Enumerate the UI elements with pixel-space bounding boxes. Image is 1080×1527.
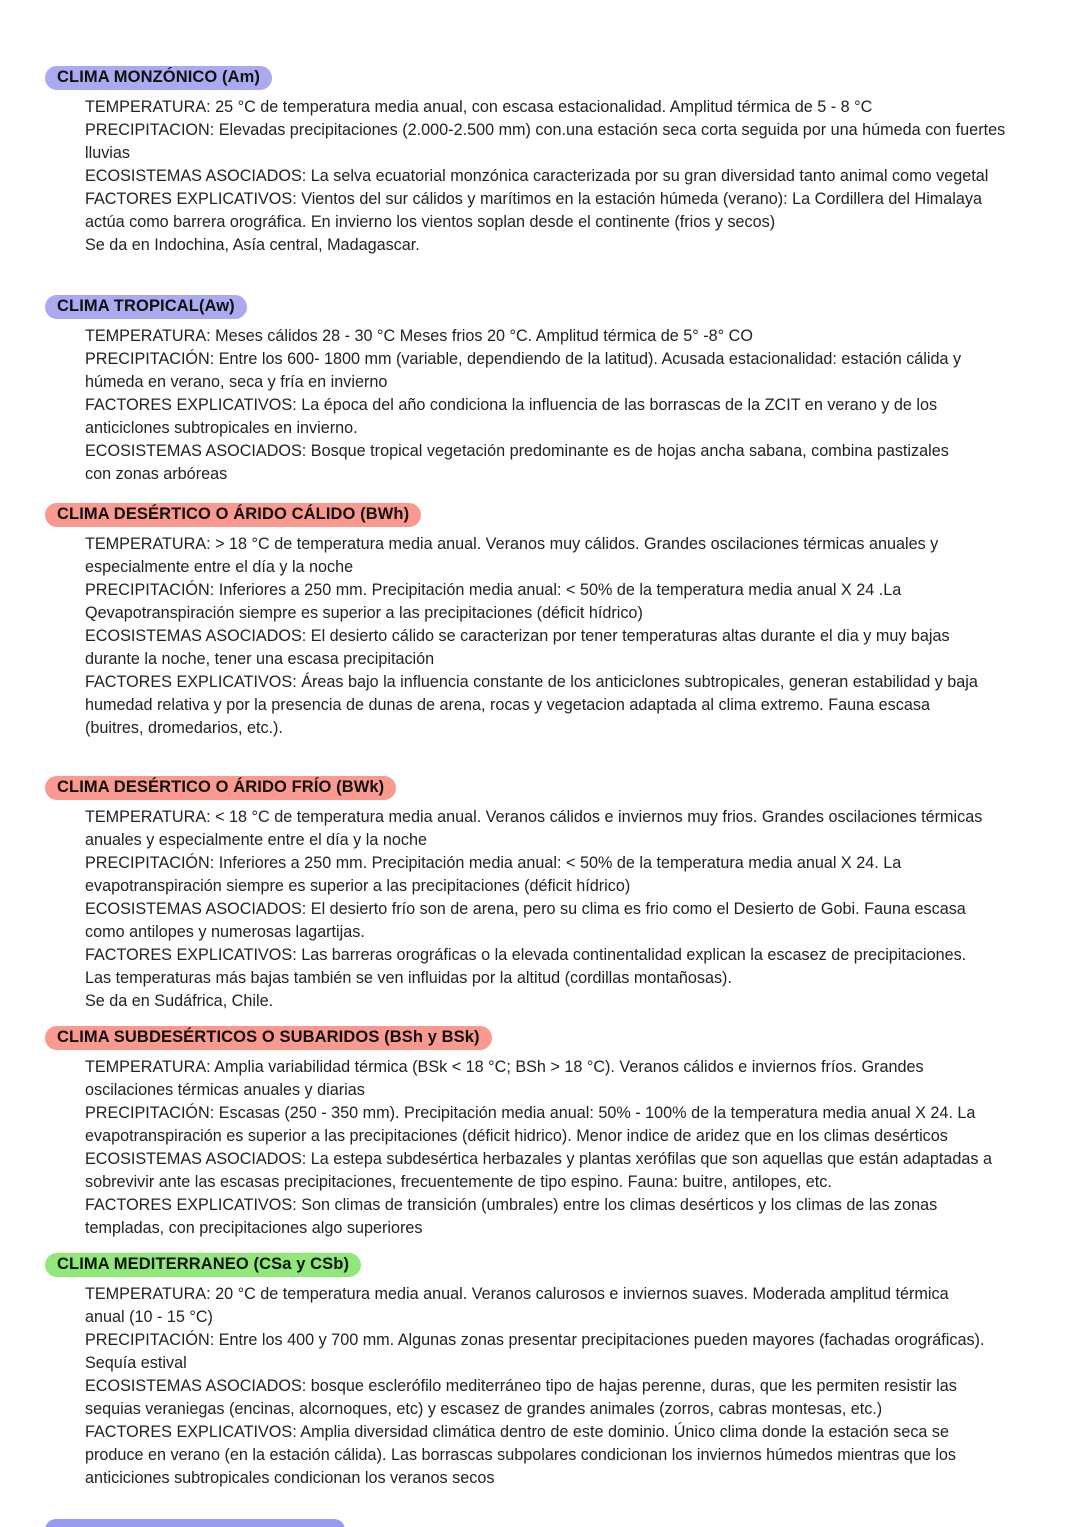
climate-section — [0, 503, 1080, 740]
body-text-line: ECOSISTEMAS ASOCIADOS: La estepa subdesértica herbazales y plantas xerófilas que son aquellas que están adaptadas a — [85, 1150, 993, 1168]
climate-header-pill: CLIMA DESÉRTICO O ÁRIDO FRÍO (BWk) — [45, 776, 396, 800]
body-text-line: ECOSISTEMAS ASOCIADOS: bosque esclerófilo mediterráneo tipo de hajas perenne, duras, que les permiten resistir las — [85, 1377, 957, 1395]
body-text-line: húmeda en verano, seca y fría en invierno — [85, 373, 388, 391]
body-text-line: durante la noche, tener una escasa precipitación — [85, 650, 435, 668]
climate-header-pill: CLIMA TROPICAL(Aw) — [45, 295, 247, 319]
body-text-line: PRECIPITACIÓN: Inferiores a 250 mm. Precipitación media anual: < 50% de la temperatura media anual X 24 .La — [85, 581, 902, 599]
section-header — [45, 503, 1080, 528]
body-text-line: TEMPERATURA: 20 °C de temperatura media anual. Veranos calurosos e inviernos suaves. Moderada amplitud térmica — [85, 1285, 949, 1303]
body-text-line: ECOSISTEMAS ASOCIADOS: El desierto cálido se caracterizan por tener temperaturas altas durante el dia y muy bajas — [85, 627, 950, 645]
body-text-line: PRECIPITACIÓN: Inferiores a 250 mm. Precipitación media anual: < 50% de la temperatura media anual X 24. La — [85, 854, 902, 872]
body-text-line: TEMPERATURA: Amplia variabilidad térmica (BSk < 18 °C; BSh > 18 °C). Veranos cálidos e inviernos fríos. Grandes — [85, 1058, 924, 1076]
section-header — [45, 66, 1080, 91]
body-text-line: ECOSISTEMAS ASOCIADOS: Bosque tropical vegetación predominante es de hojas ancha sabana, combina pastizales — [85, 442, 949, 460]
climate-section — [0, 1253, 1080, 1490]
body-text-line: anticiciones subtropicales condicionan los veranos secos — [85, 1469, 495, 1487]
body-text-line: (buitres, dromedarios, etc.). — [85, 719, 283, 737]
body-text-line: Qevapotranspiración siempre es superior a las precipitaciones (déficit hídrico) — [85, 604, 643, 622]
body-text-line: FACTORES EXPLICATIVOS: Las barreras orográficas o la elevada continentalidad explican la escasez de precipitaciones. — [85, 946, 967, 964]
body-text-line: oscilaciones térmicas anuales y diarias — [85, 1081, 365, 1099]
body-text-line: TEMPERATURA: < 18 °C de temperatura media anual. Veranos cálidos e inviernos muy frios. Grandes oscilaciones térmicas — [85, 808, 983, 826]
body-text-line: Se da en Sudáfrica, Chile. — [85, 992, 274, 1010]
body-text-line: como antilopes y numerosas lagartijas. — [85, 923, 365, 941]
section-header — [45, 1026, 1080, 1051]
climate-header-pill: CLIMA MEDITERRANEO (CSa y CSb) — [45, 1253, 361, 1277]
body-text-line: Sequía estival — [85, 1354, 187, 1372]
climate-header-pill: CLIMA SUBDESÉRTICOS O SUBARIDOS (BSh y BSk) — [45, 1026, 492, 1050]
body-text-line: FACTORES EXPLICATIVOS: Son climas de transición (umbrales) entre los climas desérticos y los climas de las zonas — [85, 1196, 938, 1214]
next-section-cutoff-highlight — [45, 1519, 345, 1527]
body-text-line: PRECIPITACIÓN: Entre los 400 y 700 mm. Algunas zonas presentar precipitaciones pueden mayores (fachadas orográficas). — [85, 1331, 985, 1349]
body-text-line: sequias veraniegas (encinas, alcornoques, etc) y escasez de grandes animales (zorros, cabras montesas, etc.) — [85, 1400, 883, 1418]
body-text-line: FACTORES EXPLICATIVOS: Áreas bajo la influencia constante de los anticiclones subtropicales, generan estabilidad y baja — [85, 673, 978, 691]
climate-header-pill: CLIMA MONZÓNICO (Am) — [45, 66, 272, 90]
body-text-line: Se da en Indochina, Asía central, Madagascar. — [85, 236, 420, 254]
body-text-line: actúa como barrera orográfica. En invierno los vientos soplan desde el continente (frios y secos) — [85, 213, 776, 231]
body-text-line: produce en verano (en la estación cálida). Las borrascas subpolares condicionan los inviernos húmedos mientras que los — [85, 1446, 957, 1464]
body-text-line: anual (10 - 15 °C) — [85, 1308, 213, 1326]
body-text-line: TEMPERATURA: Meses cálidos 28 - 30 °C Meses frios 20 °C. Amplitud térmica de 5° -8° CO — [85, 327, 753, 345]
body-text-line: TEMPERATURA: > 18 °C de temperatura media anual. Veranos muy cálidos. Grandes oscilaciones térmicas anuales y — [85, 535, 939, 553]
body-text-line: especialmente entre el día y la noche — [85, 558, 354, 576]
section-header — [45, 776, 1080, 801]
body-text-line: PRECIPITACIÓN: Escasas (250 - 350 mm). Precipitación media anual: 50% - 100% de la temperatura media anual X 24. La — [85, 1104, 976, 1122]
body-text-line: anticiclones subtropicales en invierno. — [85, 419, 358, 437]
body-text-line: lluvias — [85, 144, 130, 162]
body-text-line: ECOSISTEMAS ASOCIADOS: El desierto frío son de arena, pero su clima es frio como el Desierto de Gobi. Fauna escasa — [85, 900, 966, 918]
body-text-line: con zonas arbóreas — [85, 465, 228, 483]
body-text-line: templadas, con precipitaciones algo superiores — [85, 1219, 423, 1237]
body-text-line: ECOSISTEMAS ASOCIADOS: La selva ecuatorial monzónica caracterizada por su gran diversidad tanto animal como vegetal — [85, 167, 989, 185]
body-text-line: evapotranspiración es superior a las precipitaciones (déficit hidrico). Menor indice de aridez que en los climas desérticos — [85, 1127, 948, 1145]
climate-header-pill: CLIMA DESÉRTICO O ÁRIDO CÁLIDO (BWh) — [45, 503, 421, 527]
body-text-line: evapotranspiración siempre es superior a las precipitaciones (déficit hídrico) — [85, 877, 631, 895]
sections-container — [0, 66, 1080, 1490]
body-text-line: PRECIPITACIÓN: Entre los 600- 1800 mm (variable, dependiendo de la latitud). Acusada estacionalidad: estación cálida y — [85, 350, 962, 368]
body-text-line: sobrevivir ante las escasas precipitaciones, frecuentemente de tipo espino. Fauna: buitre, antilopes, etc. — [85, 1173, 832, 1191]
body-text-line: FACTORES EXPLICATIVOS: Vientos del sur cálidos y marítimos en la estación húmeda (verano): La Cordillera del Himalaya — [85, 190, 982, 208]
section-header — [45, 1253, 1080, 1278]
section-header — [45, 295, 1080, 320]
body-text-line: humedad relativa y por la presencia de dunas de arena, rocas y vegetacion adaptada al clima extremo. Fauna escasa — [85, 696, 930, 714]
body-text-line: FACTORES EXPLICATIVOS: La época del año condiciona la influencia de las borrascas de la ZCIT en verano y de los — [85, 396, 938, 414]
climate-section — [0, 66, 1080, 257]
climate-section — [0, 295, 1080, 486]
body-text-line: FACTORES EXPLICATIVOS: Amplia diversidad climática dentro de este dominio. Único clima donde la estación seca se — [85, 1423, 950, 1441]
body-text-line: Las temperaturas más bajas también se ven influidas por la altitud (cordillas montañosas). — [85, 969, 732, 987]
body-text-line: anuales y especialmente entre el día y la noche — [85, 831, 427, 849]
climate-section — [0, 1026, 1080, 1240]
body-text-line: TEMPERATURA: 25 °C de temperatura media anual, con escasa estacionalidad. Amplitud térmica de 5 - 8 °C — [85, 98, 873, 116]
climate-section — [0, 776, 1080, 1013]
body-text-line: PRECIPITACION: Elevadas precipitaciones (2.000-2.500 mm) con.una estación seca corta seguida por una húmeda con fuertes — [85, 121, 1006, 139]
